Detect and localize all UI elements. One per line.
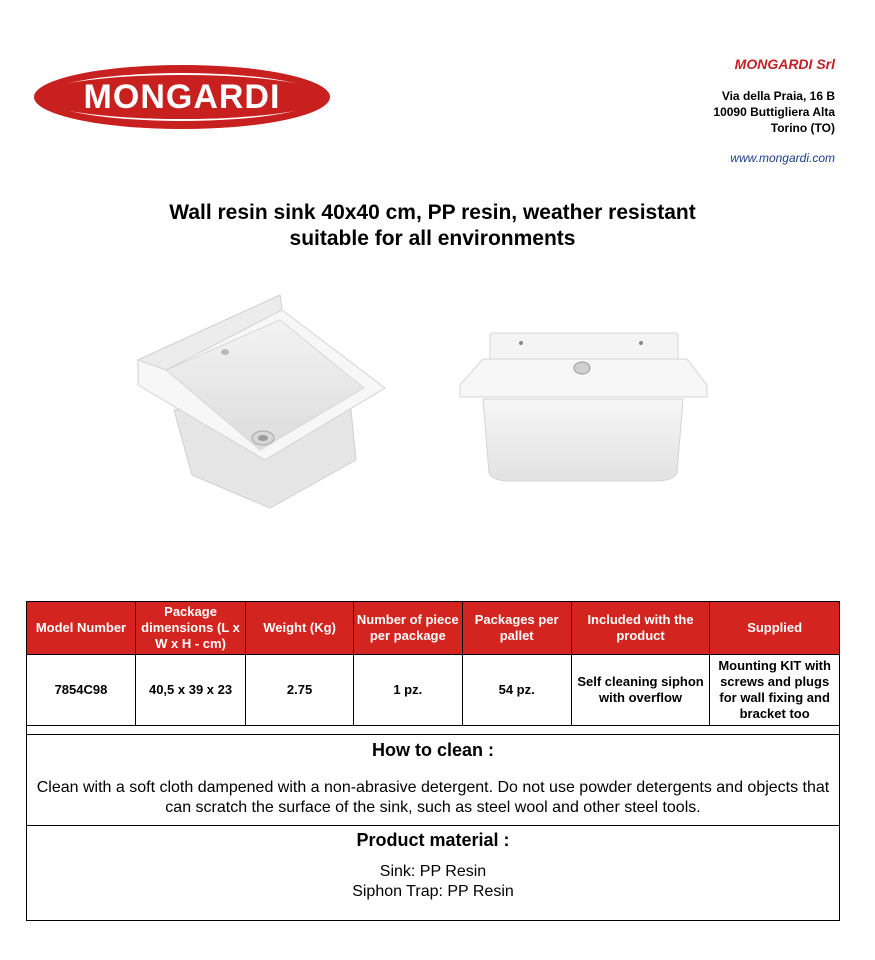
section-divider xyxy=(27,825,839,826)
spec-header-row xyxy=(27,602,840,655)
material-heading: Product material : xyxy=(356,830,510,850)
cell-model-number: 7854C98 xyxy=(27,655,136,726)
cell-included: Self cleaning siphon with overflow xyxy=(571,655,709,726)
header-packages-per-pallet: Packages per pallet xyxy=(462,602,571,655)
cell-package-dimensions: 40,5 x 39 x 23 xyxy=(135,655,245,726)
mongardi-logo xyxy=(32,62,338,132)
cell-weight: 2.75 xyxy=(246,655,354,726)
company-name: MONGARDI Srl xyxy=(734,56,835,72)
cleaning-text: Clean with a soft cloth dampened with a non-abrasive detergent. Do not use powder detergents and objects that can scratch the surface of the sink, such as steel wool and other steel tools. xyxy=(36,779,830,816)
header-supplied: Supplied xyxy=(710,602,840,655)
company-info xyxy=(713,56,835,166)
title-line-1: Wall resin sink 40x40 cm, PP resin, weather resistant xyxy=(169,201,696,224)
material-line-siphon: Siphon Trap: PP Resin xyxy=(352,883,514,900)
header-model-number: Model Number xyxy=(27,602,136,655)
material-line-sink: Sink: PP Resin xyxy=(379,863,487,880)
table-row xyxy=(27,655,840,726)
info-box xyxy=(26,734,840,921)
logo-wordmark: MONGARDI xyxy=(83,78,281,116)
sink-image-front xyxy=(455,325,715,490)
product-title xyxy=(0,200,865,252)
title-line-2: suitable for all environments xyxy=(289,227,576,250)
header-pieces-per-package: Number of piece per package xyxy=(354,602,463,655)
cell-packages-per-pallet: 54 pz. xyxy=(462,655,571,726)
address-line-1: Via della Praia, 16 B xyxy=(721,89,835,103)
cleaning-heading: How to clean : xyxy=(371,740,494,760)
address-line-3: Torino (TO) xyxy=(770,121,835,135)
cell-supplied: Mounting KIT with screws and plugs for wall fixing and bracket too xyxy=(710,655,840,726)
header-package-dimensions: Package dimensions (L x W x H - cm) xyxy=(135,602,245,655)
sink-image-angled xyxy=(130,290,395,515)
website-link[interactable]: www.mongardi.com xyxy=(730,151,835,165)
spec-table xyxy=(26,601,840,726)
header-weight: Weight (Kg) xyxy=(246,602,354,655)
cell-pieces-per-package: 1 pz. xyxy=(354,655,463,726)
address-line-2: 10090 Buttigliera Alta xyxy=(713,105,835,119)
header-included: Included with the product xyxy=(571,602,709,655)
